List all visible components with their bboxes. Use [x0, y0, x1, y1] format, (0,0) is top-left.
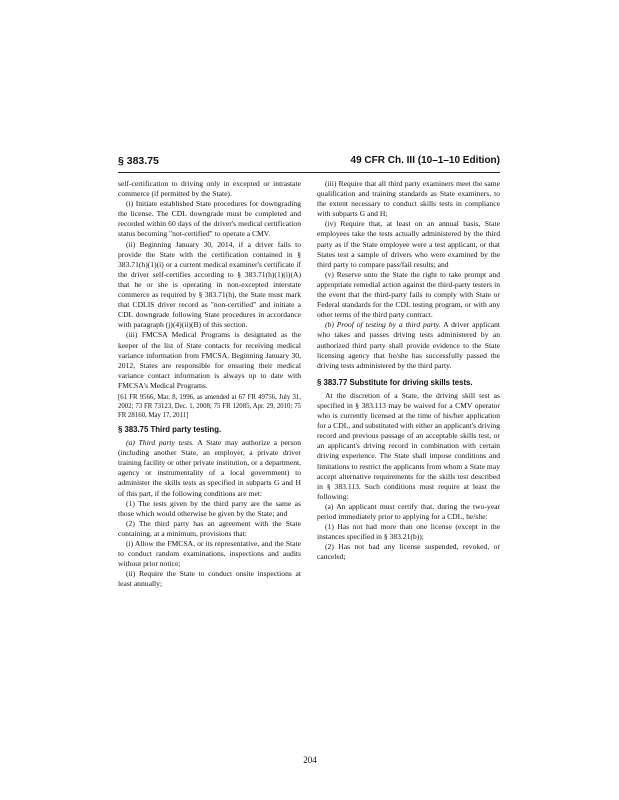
- paragraph-label: (a) Third party tests.: [126, 438, 194, 448]
- paragraph: (ii) Beginning January 30, 2014, if a driver fails to provide the State with the certification contained in § 383.71(h)(1)(i) or a current medical examiner's certificate if the driver self-certifies according to § 383.71(h)(1)(i)(A) that he or she is operating in non-excepted interstate commerce as required by § 383.71(h), the State must mark that CDLIS driver record as "non-certified" and initiate a CDL downgrade following State procedures in accordance with paragraph (j)(4)(ii)(B) of this section.: [118, 239, 301, 330]
- paragraph: (ii) Require the State to conduct onsite inspections at least annually;: [118, 569, 301, 589]
- paragraph: [118, 438, 301, 499]
- paragraph: (2) Has not had any license suspended, revoked, or canceled;: [317, 542, 500, 562]
- paragraph: (1) The tests given by the third party are the same as those which would otherwise be given by the State; and: [118, 498, 301, 518]
- paragraph: (iv) Require that, at least on an annual basis, State employees take the tests actually administered by the third party as if the State employee were a test applicant, or that States test a sample of drivers who were examined by the third party to compare pass/fail results; and: [317, 219, 500, 269]
- header-section-number: § 383.75: [118, 155, 159, 167]
- header-rule: [118, 172, 500, 173]
- page-number: 204: [303, 755, 317, 765]
- page-header: [118, 155, 500, 171]
- paragraph: (i) Initiate established State procedures for downgrading the license. The CDL downgrade must be completed and recorded within 60 days of the driver's medical certification status becoming "not-certified" to operate a CMV.: [118, 199, 301, 239]
- paragraph-label: (b) Proof of testing by a third party.: [325, 320, 441, 330]
- right-column: [317, 179, 500, 739]
- paragraph-text: A State may authorize a person (including another State, an employer, a private driver training facility or other private institution, or a department, agency or instrumentality of a local government) to administer the skills tests as specified in subparts G and H of this part, if the following conditions are met:: [118, 438, 301, 498]
- section-title: § 383.77 Substitute for driving skills tests.: [317, 377, 473, 387]
- paragraph: (2) The third party has an agreement with the State containing, at a minimum, provisions that:: [118, 518, 301, 538]
- section-title: § 383.75 Third party testing.: [118, 424, 222, 434]
- paragraph: (v) Reserve unto the State the right to take prompt and appropriate remedial action against the third-party testers in the event that the third-party fails to comply with State or Federal standards for the CDL testing program, or with any other terms of the third party contract.: [317, 269, 500, 320]
- paragraph: At the discretion of a State, the driving skill test as specified in § 383.113 may be waived for a CMV operator who is currently licensed at the time of his/her application for a CDL, and substituted with either an applicant's driving record and previous passage of an acceptable skills test, or an applicant's driving record in combination with certain driving experience. The State shall impose conditions and limitations to restrict the applicants from whom a State may accept alternative requirements for the skills test described in § 383.113. Such conditions must require at least the following:: [317, 390, 500, 501]
- amendment-citation: [61 FR 9566, Mar. 8, 1996, as amended at 67 FR 49756, July 31, 2002; 73 FR 73123, Dec. 1, 2008; 75 FR 12085, Apr. 29, 2010; 75 FR 28160, May 17, 2011]: [118, 393, 301, 419]
- paragraph: self-certification to driving only in excepted or intrastate commerce (if permitted by the State).: [118, 179, 301, 199]
- paragraph: [317, 320, 500, 370]
- paragraph: (a) An applicant must certify that, during the two-year period immediately prior to applying for a CDL, he/she:: [317, 501, 500, 521]
- paragraph: (1) Has not had more than one license (except in the instances specified in § 383.21(b));: [317, 522, 500, 542]
- paragraph: (iii) Require that all third party examiners meet the same qualification and training standards as State examiners, to the extent necessary to conduct skills tests in compliance with subparts G and H;: [317, 179, 500, 219]
- left-column: [118, 179, 301, 739]
- paragraph-text: A driver applicant who takes and passes driving tests administered by an authorized third party shall provide evidence to the State licensing agency that he/she has successfully passed the driving tests administered by the third party.: [317, 320, 500, 370]
- paragraph: (iii) FMCSA Medical Programs is designated as the keeper of the list of State contacts for receiving medical variance information from FMCSA. Beginning January 30, 2012, States are responsible for ensuring their medical variance contact information is always up to date with FMCSA's Medical Programs.: [118, 330, 301, 390]
- header-running-head: 49 CFR Ch. III (10–1–10 Edition): [350, 155, 500, 166]
- paragraph: (i) Allow the FMCSA, or its representative, and the State to conduct random examinations, inspections and audits without prior notice;: [118, 539, 301, 569]
